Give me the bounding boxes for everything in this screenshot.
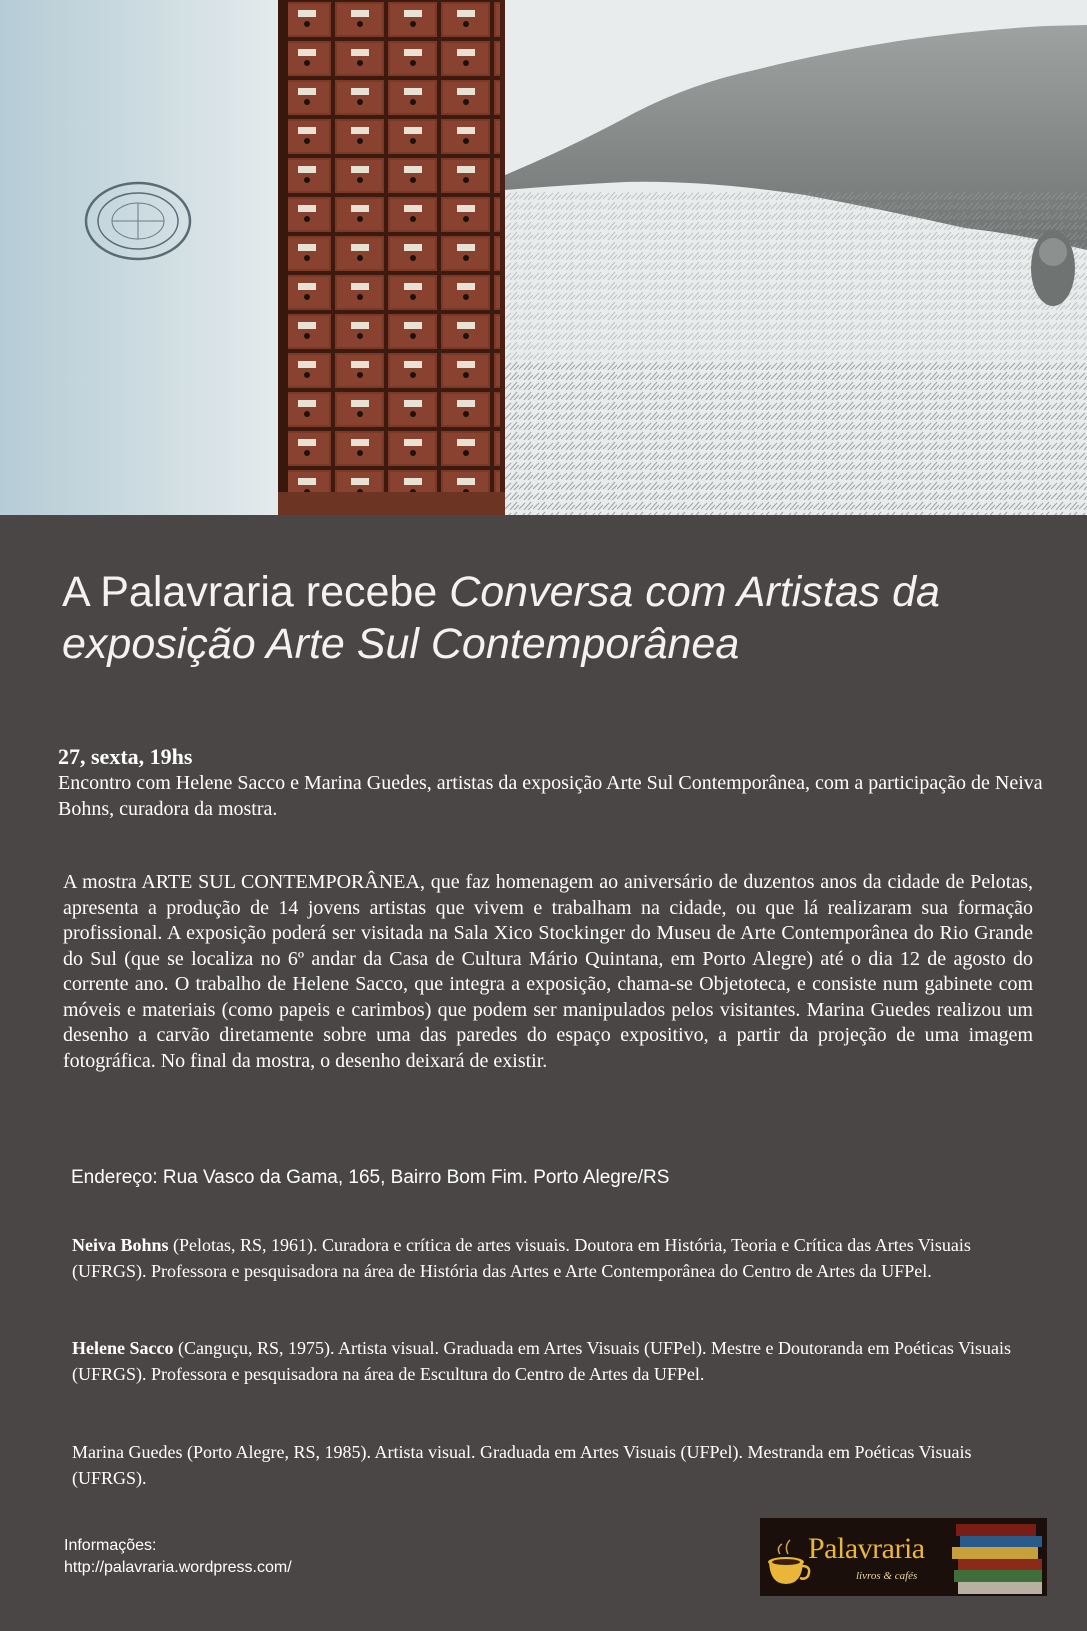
address: Endereço: Rua Vasco da Gama, 165, Bairro Bom Fim. Porto Alegre/RS (71, 1167, 670, 1188)
bio-name: Helene Sacco (72, 1338, 174, 1358)
hero-photo (0, 0, 1087, 515)
cabinet-base (278, 492, 505, 515)
exhibition-description: A mostra ARTE SUL CONTEMPORÂNEA, que faz homenagem ao aniversário de duzentos anos da cidade de Pelotas, apresenta a produção de 14 jovens artistas que vivem e trabalham na cidade, ou que lá realizaram sua formação profissional. A exposição poderá ser visitada na Sala Xico Stockinger do Museu de Arte Contemporânea do Rio Grande do Sul (que se localiza no 6º andar da Casa de Cultura Mário Quintana, em Porto Alegre) até o dia 12 de agosto do corrente ano. O trabalho de Helene Sacco, que integra a exposição, chama-se Objetoteca, e consiste num gabinete com móveis e materiais (como papeis e carimbos) que podem ser manipulados pelos visitantes. Marina Guedes realizou um desenho a carvão diretamente sobre uma das paredes do espaço expositivo, a partir da projeção de uma imagem fotográfica. No final da mostra, o desenho deixará de existir. (63, 871, 1033, 1072)
palavraria-logo (760, 1518, 1047, 1596)
bio-helene-sacco (72, 1336, 1037, 1387)
stamp-image (82, 178, 194, 264)
bio-text: (Pelotas, RS, 1961). Curadora e crítica de artes visuais. Doutora em História, Teoria e Crítica das Artes Visuais (UFRGS). Professora e pesquisadora na área de História das Artes e Arte Contemporânea do Centro de Artes da UFPel. (72, 1235, 971, 1281)
info-label: Informações: (64, 1537, 157, 1554)
bio-neiva-bohns (72, 1233, 1037, 1284)
drawer-cabinet-photo (278, 0, 505, 515)
bio-text: Marina Guedes (Porto Alegre, RS, 1985). Artista visual. Graduada em Artes Visuais (UFPel). Mestranda em Poéticas Visuais (UFRGS). (72, 1442, 972, 1488)
bio-name: Neiva Bohns (72, 1235, 169, 1255)
title-italic: Conversa com Artistas da exposição Arte Sul Contemporânea (62, 568, 940, 668)
info-block (64, 1535, 292, 1579)
event-date: 27, sexta, 19hs (58, 744, 193, 769)
bio-text: (Canguçu, RS, 1975). Artista visual. Graduada em Artes Visuais (UFPel). Mestre e Doutoranda em Poéticas Visuais (UFRGS). Professora e pesquisadora na área de Escultura do Centro de Artes da UFPel. (72, 1338, 1012, 1384)
books-icon (952, 1524, 1042, 1594)
logo-name: Palavraria (808, 1532, 925, 1565)
logo-tagline: livros & cafés (856, 1570, 918, 1582)
page-title (62, 566, 1052, 670)
event-description: Encontro com Helene Sacco e Marina Guedes, artistas da exposição Arte Sul Contemporânea, com a participação de Neiva Bohns, curadora da mostra. (58, 772, 1043, 820)
bio-marina-guedes (72, 1440, 1037, 1491)
charcoal-drawing-photo (505, 0, 1087, 515)
event-block (58, 744, 1048, 822)
title-plain: A Palavraria recebe (62, 568, 450, 616)
info-url-link[interactable]: http://palavraria.wordpress.com/ (64, 1559, 292, 1576)
